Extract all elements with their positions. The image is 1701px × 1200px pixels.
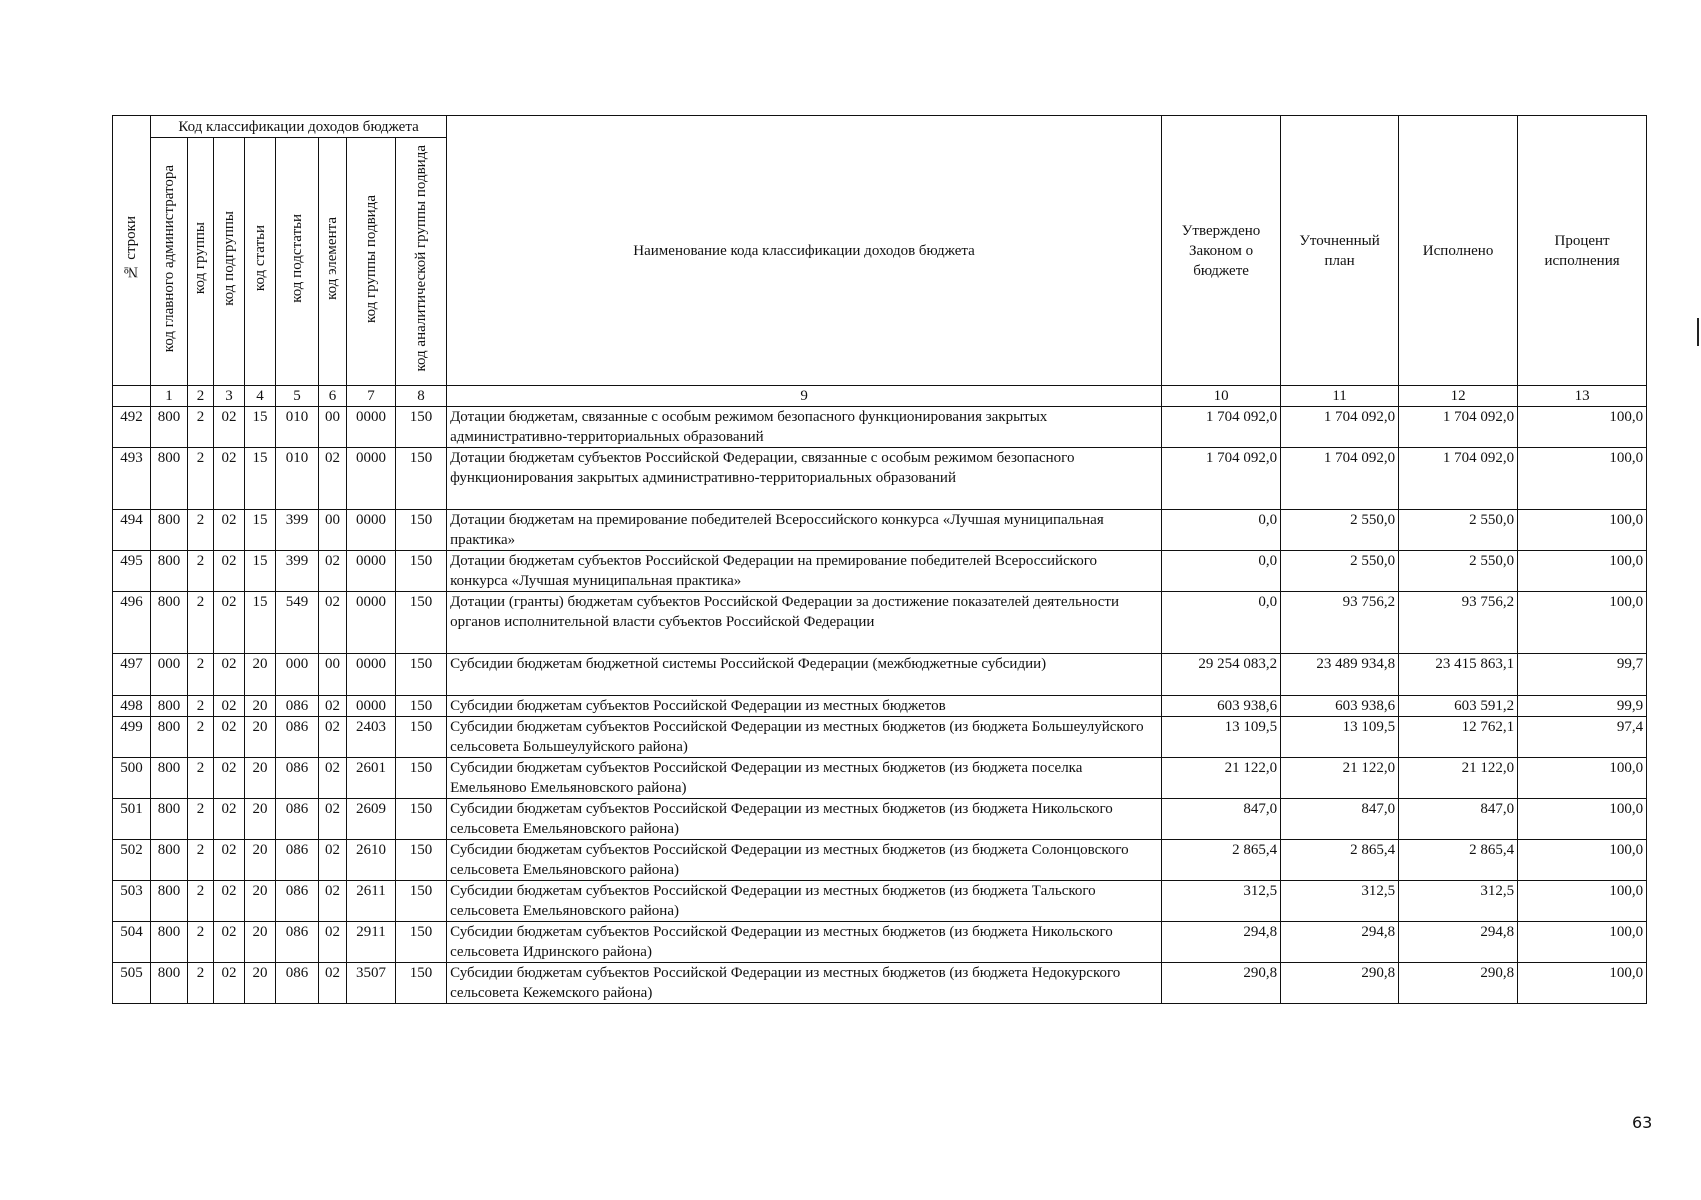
column-number: 3 — [214, 386, 245, 407]
name-cell: Субсидии бюджетам субъектов Российской Федерации из местных бюджетов — [447, 696, 1162, 717]
approved-cell: 13 109,5 — [1162, 717, 1281, 758]
analytic-code-cell: 150 — [396, 881, 447, 922]
row-number-cell: 494 — [113, 510, 151, 551]
executed-cell: 2 550,0 — [1399, 551, 1518, 592]
name-cell: Дотации (гранты) бюджетам субъектов Российской Федерации за достижение показателей деятельности органов исполнительной власти субъектов Российской Федерации — [447, 592, 1162, 654]
table-row — [113, 717, 1647, 758]
column-number: 1 — [151, 386, 188, 407]
plan-cell: 847,0 — [1281, 799, 1399, 840]
table-row — [113, 922, 1647, 963]
header-executed: Исполнено — [1399, 116, 1518, 386]
subarticle-code-cell: 010 — [276, 448, 319, 510]
plan-cell: 1 704 092,0 — [1281, 407, 1399, 448]
admin-code-cell: 800 — [151, 799, 188, 840]
subgroup-code-cell: 02 — [214, 799, 245, 840]
plan-cell: 290,8 — [1281, 963, 1399, 1004]
admin-code-cell: 800 — [151, 551, 188, 592]
element-code-cell: 02 — [319, 840, 347, 881]
group-code-cell: 2 — [188, 881, 214, 922]
row-number-cell: 492 — [113, 407, 151, 448]
name-cell: Субсидии бюджетам бюджетной системы Российской Федерации (межбюджетные субсидии) — [447, 654, 1162, 696]
percent-cell: 100,0 — [1518, 407, 1647, 448]
element-code-cell: 02 — [319, 592, 347, 654]
admin-code-cell: 800 — [151, 696, 188, 717]
percent-cell: 100,0 — [1518, 922, 1647, 963]
table-row — [113, 654, 1647, 696]
executed-cell: 294,8 — [1399, 922, 1518, 963]
article-code-cell: 15 — [245, 448, 276, 510]
table-row — [113, 963, 1647, 1004]
column-number: 2 — [188, 386, 214, 407]
group-code-cell: 2 — [188, 840, 214, 881]
header-code-article: код статьи — [245, 138, 276, 386]
admin-code-cell: 800 — [151, 717, 188, 758]
row-number-cell: 502 — [113, 840, 151, 881]
analytic-code-cell: 150 — [396, 654, 447, 696]
group-code-cell: 2 — [188, 758, 214, 799]
plan-cell: 1 704 092,0 — [1281, 448, 1399, 510]
table-row — [113, 881, 1647, 922]
subtype-code-cell: 2609 — [347, 799, 396, 840]
article-code-cell: 20 — [245, 717, 276, 758]
subarticle-code-cell: 549 — [276, 592, 319, 654]
column-number: 5 — [276, 386, 319, 407]
row-number-cell: 493 — [113, 448, 151, 510]
executed-cell: 2 865,4 — [1399, 840, 1518, 881]
approved-cell: 1 704 092,0 — [1162, 407, 1281, 448]
subgroup-code-cell: 02 — [214, 963, 245, 1004]
table-row — [113, 448, 1647, 510]
subtype-code-cell: 2610 — [347, 840, 396, 881]
element-code-cell: 02 — [319, 758, 347, 799]
subarticle-code-cell: 086 — [276, 799, 319, 840]
name-cell: Дотации бюджетам субъектов Российской Федерации на премирование победителей Всероссийского конкурса «Лучшая муниципальная практика» — [447, 551, 1162, 592]
subarticle-code-cell: 086 — [276, 717, 319, 758]
row-number-cell: 499 — [113, 717, 151, 758]
subarticle-code-cell: 086 — [276, 840, 319, 881]
table-row — [113, 799, 1647, 840]
approved-cell: 312,5 — [1162, 881, 1281, 922]
percent-cell: 100,0 — [1518, 881, 1647, 922]
subtype-code-cell: 0000 — [347, 448, 396, 510]
percent-cell: 100,0 — [1518, 551, 1647, 592]
row-number-cell: 498 — [113, 696, 151, 717]
percent-cell: 100,0 — [1518, 758, 1647, 799]
approved-cell: 29 254 083,2 — [1162, 654, 1281, 696]
table-row — [113, 407, 1647, 448]
approved-cell: 0,0 — [1162, 551, 1281, 592]
subarticle-code-cell: 086 — [276, 758, 319, 799]
name-cell: Субсидии бюджетам субъектов Российской Федерации из местных бюджетов (из бюджета Никольского сельсовета Емельяновского района) — [447, 799, 1162, 840]
analytic-code-cell: 150 — [396, 448, 447, 510]
analytic-code-cell: 150 — [396, 758, 447, 799]
subtype-code-cell: 3507 — [347, 963, 396, 1004]
executed-cell: 21 122,0 — [1399, 758, 1518, 799]
analytic-code-cell: 150 — [396, 717, 447, 758]
subarticle-code-cell: 399 — [276, 551, 319, 592]
subtype-code-cell: 0000 — [347, 510, 396, 551]
table-row — [113, 551, 1647, 592]
group-code-cell: 2 — [188, 654, 214, 696]
header-plan: Уточненный план — [1281, 116, 1399, 386]
header-code-group: Код классификации доходов бюджета — [151, 116, 447, 138]
name-cell: Субсидии бюджетам субъектов Российской Федерации из местных бюджетов (из бюджета Большеулуйского сельсовета Большеулуйского района) — [447, 717, 1162, 758]
element-code-cell: 02 — [319, 448, 347, 510]
group-code-cell: 2 — [188, 799, 214, 840]
plan-cell: 2 865,4 — [1281, 840, 1399, 881]
approved-cell: 0,0 — [1162, 592, 1281, 654]
article-code-cell: 15 — [245, 407, 276, 448]
plan-cell: 23 489 934,8 — [1281, 654, 1399, 696]
column-number: 11 — [1281, 386, 1399, 407]
name-cell: Субсидии бюджетам субъектов Российской Федерации из местных бюджетов (из бюджета Тальского сельсовета Емельяновского района) — [447, 881, 1162, 922]
article-code-cell: 20 — [245, 758, 276, 799]
percent-cell: 99,9 — [1518, 696, 1647, 717]
subgroup-code-cell: 02 — [214, 407, 245, 448]
subarticle-code-cell: 086 — [276, 922, 319, 963]
subarticle-code-cell: 086 — [276, 881, 319, 922]
percent-cell: 100,0 — [1518, 448, 1647, 510]
column-number: 10 — [1162, 386, 1281, 407]
column-number: 13 — [1518, 386, 1647, 407]
executed-cell: 2 550,0 — [1399, 510, 1518, 551]
plan-cell: 21 122,0 — [1281, 758, 1399, 799]
analytic-code-cell: 150 — [396, 592, 447, 654]
subgroup-code-cell: 02 — [214, 717, 245, 758]
row-number-cell: 504 — [113, 922, 151, 963]
article-code-cell: 15 — [245, 510, 276, 551]
element-code-cell: 02 — [319, 963, 347, 1004]
name-cell: Субсидии бюджетам субъектов Российской Федерации из местных бюджетов (из бюджета Недокурского сельсовета Кежемского района) — [447, 963, 1162, 1004]
subgroup-code-cell: 02 — [214, 881, 245, 922]
admin-code-cell: 800 — [151, 510, 188, 551]
admin-code-cell: 000 — [151, 654, 188, 696]
column-number: 8 — [396, 386, 447, 407]
header-percent: Процент исполнения — [1518, 116, 1647, 386]
subtype-code-cell: 0000 — [347, 592, 396, 654]
executed-cell: 847,0 — [1399, 799, 1518, 840]
element-code-cell: 02 — [319, 799, 347, 840]
subarticle-code-cell: 000 — [276, 654, 319, 696]
admin-code-cell: 800 — [151, 922, 188, 963]
table-row — [113, 758, 1647, 799]
table-row — [113, 696, 1647, 717]
article-code-cell: 20 — [245, 881, 276, 922]
header-code-subtype: код группы подвида — [347, 138, 396, 386]
executed-cell: 1 704 092,0 — [1399, 407, 1518, 448]
table-row — [113, 592, 1647, 654]
plan-cell: 13 109,5 — [1281, 717, 1399, 758]
header-code-element: код элемента — [319, 138, 347, 386]
article-code-cell: 20 — [245, 654, 276, 696]
admin-code-cell: 800 — [151, 963, 188, 1004]
percent-cell: 100,0 — [1518, 840, 1647, 881]
element-code-cell: 00 — [319, 510, 347, 551]
subgroup-code-cell: 02 — [214, 922, 245, 963]
admin-code-cell: 800 — [151, 758, 188, 799]
analytic-code-cell: 150 — [396, 551, 447, 592]
row-number-cell: 505 — [113, 963, 151, 1004]
header-approved: Утверждено Законом о бюджете — [1162, 116, 1281, 386]
approved-cell: 0,0 — [1162, 510, 1281, 551]
admin-code-cell: 800 — [151, 840, 188, 881]
subtype-code-cell: 0000 — [347, 551, 396, 592]
group-code-cell: 2 — [188, 592, 214, 654]
name-cell: Субсидии бюджетам субъектов Российской Федерации из местных бюджетов (из бюджета Никольского сельсовета Идринского района) — [447, 922, 1162, 963]
plan-cell: 93 756,2 — [1281, 592, 1399, 654]
element-code-cell: 02 — [319, 551, 347, 592]
article-code-cell: 20 — [245, 922, 276, 963]
plan-cell: 2 550,0 — [1281, 510, 1399, 551]
plan-cell: 294,8 — [1281, 922, 1399, 963]
group-code-cell: 2 — [188, 963, 214, 1004]
executed-cell: 1 704 092,0 — [1399, 448, 1518, 510]
subgroup-code-cell: 02 — [214, 510, 245, 551]
column-number: 7 — [347, 386, 396, 407]
group-code-cell: 2 — [188, 407, 214, 448]
analytic-code-cell: 150 — [396, 407, 447, 448]
element-code-cell: 02 — [319, 696, 347, 717]
table-row — [113, 840, 1647, 881]
name-cell: Дотации бюджетам на премирование победителей Всероссийского конкурса «Лучшая муниципальная практика» — [447, 510, 1162, 551]
name-cell: Дотации бюджетам субъектов Российской Федерации, связанные с особым режимом безопасного функционирования закрытых административно-территориальных образований — [447, 448, 1162, 510]
header-code-analytic: код аналитической группы подвида — [396, 138, 447, 386]
row-number-cell: 503 — [113, 881, 151, 922]
subgroup-code-cell: 02 — [214, 654, 245, 696]
header-row-number: № строки — [113, 116, 151, 386]
percent-cell: 100,0 — [1518, 799, 1647, 840]
analytic-code-cell: 150 — [396, 696, 447, 717]
row-number-cell: 495 — [113, 551, 151, 592]
analytic-code-cell: 150 — [396, 799, 447, 840]
scan-edge-mark — [1697, 318, 1699, 346]
approved-cell: 847,0 — [1162, 799, 1281, 840]
plan-cell: 2 550,0 — [1281, 551, 1399, 592]
group-code-cell: 2 — [188, 922, 214, 963]
analytic-code-cell: 150 — [396, 963, 447, 1004]
executed-cell: 93 756,2 — [1399, 592, 1518, 654]
element-code-cell: 00 — [319, 407, 347, 448]
group-code-cell: 2 — [188, 696, 214, 717]
name-cell: Дотации бюджетам, связанные с особым режимом безопасного функционирования закрытых административно-территориальных образований — [447, 407, 1162, 448]
column-number: 12 — [1399, 386, 1518, 407]
subarticle-code-cell: 399 — [276, 510, 319, 551]
admin-code-cell: 800 — [151, 592, 188, 654]
row-number-cell: 496 — [113, 592, 151, 654]
executed-cell: 312,5 — [1399, 881, 1518, 922]
subtype-code-cell: 2601 — [347, 758, 396, 799]
header-code-subgroup: код подгруппы — [214, 138, 245, 386]
column-number: 4 — [245, 386, 276, 407]
subgroup-code-cell: 02 — [214, 448, 245, 510]
element-code-cell: 02 — [319, 881, 347, 922]
percent-cell: 100,0 — [1518, 963, 1647, 1004]
element-code-cell: 02 — [319, 717, 347, 758]
admin-code-cell: 800 — [151, 448, 188, 510]
subtype-code-cell: 2611 — [347, 881, 396, 922]
analytic-code-cell: 150 — [396, 840, 447, 881]
element-code-cell: 02 — [319, 922, 347, 963]
plan-cell: 312,5 — [1281, 881, 1399, 922]
element-code-cell: 00 — [319, 654, 347, 696]
article-code-cell: 15 — [245, 592, 276, 654]
subtype-code-cell: 0000 — [347, 654, 396, 696]
percent-cell: 99,7 — [1518, 654, 1647, 696]
subgroup-code-cell: 02 — [214, 592, 245, 654]
row-number-cell: 500 — [113, 758, 151, 799]
budget-revenue-table — [112, 115, 1647, 1004]
plan-cell: 603 938,6 — [1281, 696, 1399, 717]
subtype-code-cell: 2403 — [347, 717, 396, 758]
row-number-cell: 497 — [113, 654, 151, 696]
admin-code-cell: 800 — [151, 407, 188, 448]
column-number — [113, 386, 151, 407]
subarticle-code-cell: 086 — [276, 696, 319, 717]
header-name: Наименование кода классификации доходов бюджета — [447, 116, 1162, 386]
analytic-code-cell: 150 — [396, 922, 447, 963]
article-code-cell: 20 — [245, 840, 276, 881]
subgroup-code-cell: 02 — [214, 758, 245, 799]
subarticle-code-cell: 010 — [276, 407, 319, 448]
article-code-cell: 20 — [245, 963, 276, 1004]
executed-cell: 290,8 — [1399, 963, 1518, 1004]
header-code-group-col: код группы — [188, 138, 214, 386]
approved-cell: 603 938,6 — [1162, 696, 1281, 717]
group-code-cell: 2 — [188, 448, 214, 510]
percent-cell: 100,0 — [1518, 592, 1647, 654]
column-number-row — [113, 386, 1647, 407]
group-code-cell: 2 — [188, 510, 214, 551]
subgroup-code-cell: 02 — [214, 840, 245, 881]
column-number: 9 — [447, 386, 1162, 407]
group-code-cell: 2 — [188, 717, 214, 758]
article-code-cell: 15 — [245, 551, 276, 592]
approved-cell: 290,8 — [1162, 963, 1281, 1004]
header-code-admin: код главного администратора — [151, 138, 188, 386]
row-number-cell: 501 — [113, 799, 151, 840]
approved-cell: 21 122,0 — [1162, 758, 1281, 799]
article-code-cell: 20 — [245, 696, 276, 717]
name-cell: Субсидии бюджетам субъектов Российской Федерации из местных бюджетов (из бюджета Солонцовского сельсовета Емельяновского района) — [447, 840, 1162, 881]
article-code-cell: 20 — [245, 799, 276, 840]
percent-cell: 97,4 — [1518, 717, 1647, 758]
approved-cell: 2 865,4 — [1162, 840, 1281, 881]
subtype-code-cell: 0000 — [347, 696, 396, 717]
executed-cell: 23 415 863,1 — [1399, 654, 1518, 696]
executed-cell: 603 591,2 — [1399, 696, 1518, 717]
admin-code-cell: 800 — [151, 881, 188, 922]
executed-cell: 12 762,1 — [1399, 717, 1518, 758]
column-number: 6 — [319, 386, 347, 407]
subgroup-code-cell: 02 — [214, 696, 245, 717]
subtype-code-cell: 2911 — [347, 922, 396, 963]
name-cell: Субсидии бюджетам субъектов Российской Федерации из местных бюджетов (из бюджета поселка Емельяново Емельяновского района) — [447, 758, 1162, 799]
header-code-subarticle: код подстатьи — [276, 138, 319, 386]
analytic-code-cell: 150 — [396, 510, 447, 551]
subgroup-code-cell: 02 — [214, 551, 245, 592]
page-number: 63 — [1632, 1113, 1653, 1132]
table-row — [113, 510, 1647, 551]
approved-cell: 294,8 — [1162, 922, 1281, 963]
group-code-cell: 2 — [188, 551, 214, 592]
percent-cell: 100,0 — [1518, 510, 1647, 551]
approved-cell: 1 704 092,0 — [1162, 448, 1281, 510]
subarticle-code-cell: 086 — [276, 963, 319, 1004]
subtype-code-cell: 0000 — [347, 407, 396, 448]
